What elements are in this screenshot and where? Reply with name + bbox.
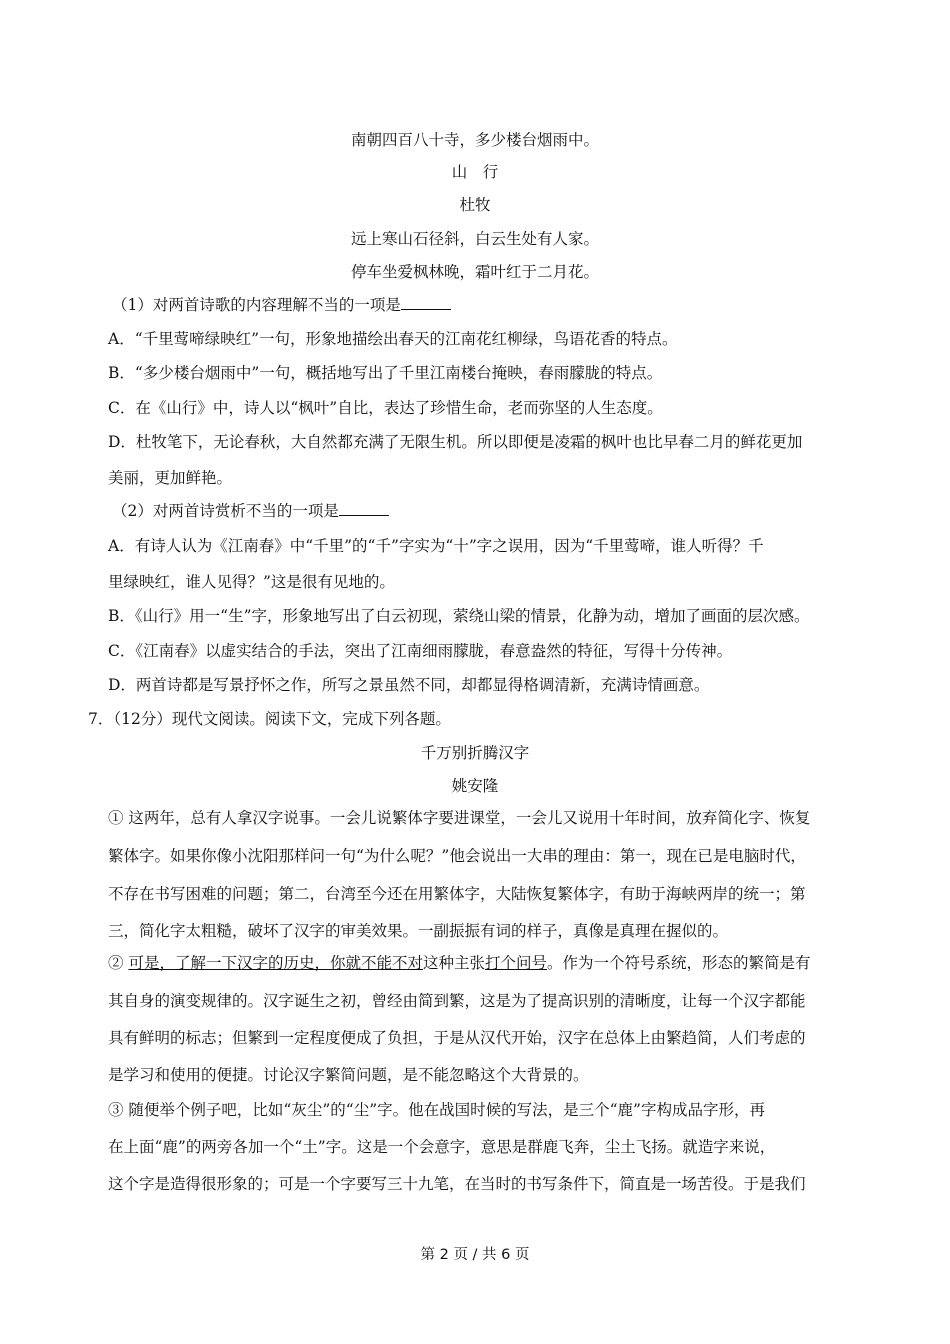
paragraph-3-line1: ③ 随便举个例子吧，比如“灰尘”的“尘”字。他在战国时候的写法，是三个“鹿”字构成品字形，再 [108, 1101, 765, 1119]
paragraph-1-line1: ① 这两年，总有人拿汉字说事。一会儿说繁体字要进课堂，一会儿又说用十年时间，放弃简化字、恢复 [108, 809, 811, 827]
underlined-phrase-1: 可是，了解一下汉字的历史，你就不能不对 [128, 954, 423, 972]
q2-option-a-line1: A．有诗人认为《江南春》中“千里”的“千”字实为“十”字之误用，因为“千里莺啼，谁人听得？千 [108, 537, 764, 555]
question-2-stem [112, 501, 389, 521]
q2-option-c: C．《江南春》以虚实结合的手法，突出了江南细雨朦胧，春意盎然的特征，写得十分传神。 [108, 642, 733, 660]
article-title: 千万别折腾汉字 [420, 744, 530, 762]
question-7-header: 7．（12分）现代文阅读。阅读下文，完成下列各题。 [88, 710, 451, 728]
poem2-title: 山 行 [451, 163, 499, 181]
paragraph-2-line3: 具有鲜明的标志；但繁到一定程度便成了负担，于是从汉代开始，汉字在总体上由繁趋简，人们考虑的 [108, 1029, 806, 1047]
q1-option-a: A．“千里莺啼绿映红”一句，形象地描绘出春天的江南花红柳绿，鸟语花香的特点。 [108, 330, 678, 348]
paragraph-2-line2: 其自身的演变规律的。汉字诞生之初，曾经由简到繁，这是为了提高识别的清晰度，让每一个汉字都能 [108, 992, 806, 1010]
page-footer: 第 2 页 / 共 6 页 [420, 1247, 530, 1263]
answer-blank [339, 501, 389, 516]
paragraph-2-line1 [108, 953, 811, 973]
paragraph-1-line4: 三，简化字太粗糙，破坏了汉字的审美效果。一副振振有词的样子，真像是真理在握似的。 [108, 922, 729, 940]
poem2-line-1: 远上寒山石径斜，白云生处有人家。 [350, 230, 599, 248]
q2-option-d: D．两首诗都是写景抒怀之作，所写之景虽然不同，却都显得格调清新，充满诗情画意。 [108, 676, 710, 694]
answer-blank [401, 295, 451, 310]
question-1-stem [112, 295, 451, 315]
paragraph-2-line4: 是学习和使用的便捷。讨论汉字繁简问题，是不能忽略这个大背景的。 [108, 1066, 589, 1084]
poem2-line-2: 停车坐爱枫林晚，霜叶红于二月花。 [350, 263, 599, 281]
q1-option-d-line1: D．杜牧笔下，无论春秋，大自然都充满了无限生机。所以即便是凌霜的枫叶也比早春二月的鲜花更加 [108, 433, 803, 451]
question-2-stem-text: （2）对两首诗赏析不当的一项是 [112, 502, 339, 520]
paragraph-1-line2: 繁体字。如果你像小沈阳那样问一句“为什么呢？”他会说出一大串的理由：第一，现在已是电脑时代， [108, 847, 806, 865]
poem2-author: 杜牧 [459, 196, 491, 214]
q1-option-c: C．在《山行》中，诗人以“枫叶”自比，表达了珍惜生命，老而弥坚的人生态度。 [108, 399, 663, 417]
paragraph-1-line3: 不存在书写困难的问题；第二，台湾至今还在用繁体字，大陆恢复繁体字，有助于海峡两岸的统一；第 [108, 885, 806, 903]
poem1-last-line: 南朝四百八十寺，多少楼台烟雨中。 [350, 131, 599, 149]
article-author: 姚安隆 [451, 777, 499, 795]
paragraph-3-line3: 这个字是造得很形象的；可是一个字要写三十九笔，在当时的书写条件下，简直是一场苦役。于是我们 [108, 1175, 806, 1193]
question-1-stem-text: （1）对两首诗歌的内容理解不当的一项是 [112, 296, 401, 314]
q1-option-d-line2: 美丽，更加鲜艳。 [108, 469, 233, 487]
q2-option-b: B．《山行》用一“生”字，形象地写出了白云初现，萦绕山梁的情景，化静为动，增加了画面的层次感。 [108, 607, 810, 625]
q1-option-b: B．“多少楼台烟雨中”一句，概括地写出了千里江南楼台掩映，春雨朦胧的特点。 [108, 364, 663, 382]
paragraph-2-marker: ② [108, 954, 129, 972]
paragraph-2-mid: 这种主张 [422, 954, 485, 972]
paragraph-2-tail: 。作为一个符号系统，形态的繁简是有 [546, 954, 811, 972]
underlined-phrase-2: 打个问号 [484, 954, 547, 972]
q2-option-a-line2: 里绿映红，谁人见得？”这是很有见地的。 [108, 573, 395, 591]
paragraph-3-line2: 在上面“鹿”的两旁各加一个“土”字。这是一个会意字，意思是群鹿飞奔，尘土飞扬。就造字来说， [108, 1138, 776, 1156]
